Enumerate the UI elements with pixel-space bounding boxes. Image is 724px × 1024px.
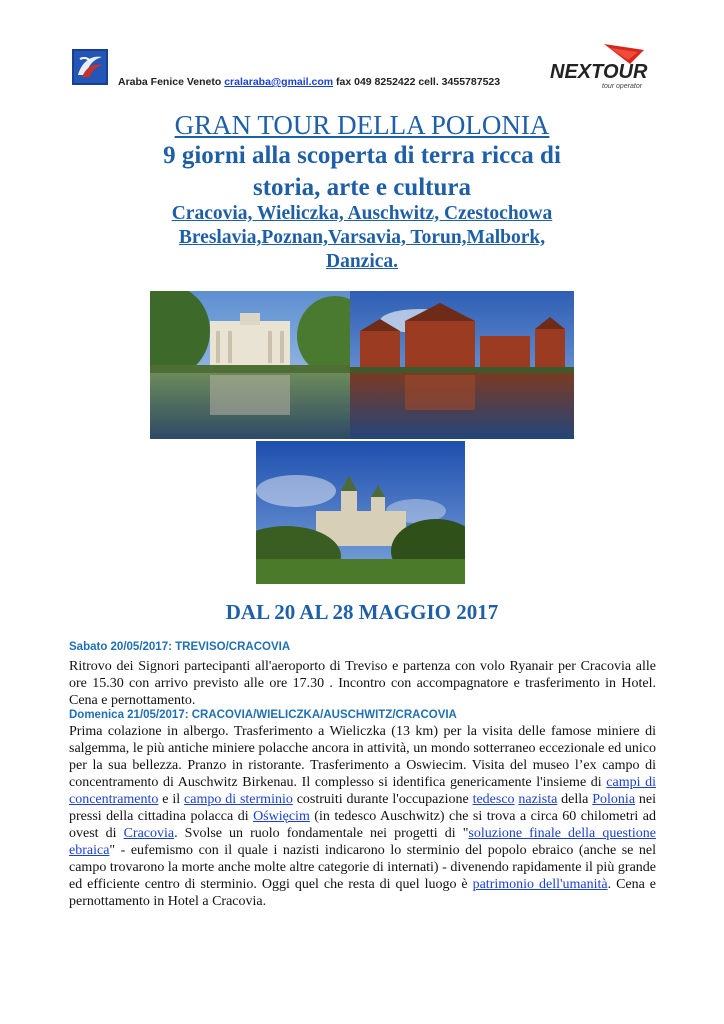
day-2-text-part: . Cena e pernottamento in Hotel a Cracovia. xyxy=(69,877,657,909)
tour-dates: DAL 20 AL 28 MAGGIO 2017 xyxy=(225,600,499,624)
day-1-description: Ritrovo dei Signori partecipanti all'aeroporto di Treviso e partenza con volo Ryanair per Cracovia alle ore 15.30 con arrivo previsto alle ore 17.30 . Incontro con accompagnatore e trasferimento in Hotel. Cena e pernottamento. xyxy=(69,659,656,708)
day-2-heading: Domenica 21/05/2017: CRACOVIA/WIELICZKA/AUSCHWITZ/CRACOVIA xyxy=(69,709,457,721)
link-polonia[interactable]: Polonia xyxy=(592,792,636,807)
wawel-castle-photo xyxy=(256,441,465,584)
day-2-text-part: . Svolse un ruolo fondamentale nei progetti di " xyxy=(174,826,469,841)
link-campo-di-sterminio[interactable]: campo di sterminio xyxy=(184,792,293,807)
day-2-text-part: costruiti durante l'occupazione xyxy=(292,792,473,807)
day-2-text-part: della xyxy=(557,792,593,807)
araba-fenice-logo xyxy=(72,49,108,85)
places-line-2: Breslavia,Poznan,Varsavia, Torun,Malbork, xyxy=(178,227,546,248)
malbork-castle-photo xyxy=(350,291,574,439)
subtitle-line-2: storia, arte e cultura xyxy=(253,174,471,201)
link-cracovia[interactable]: Cracovia xyxy=(123,826,175,841)
day-1-heading: Sabato 20/05/2017: TREVISO/CRACOVIA xyxy=(69,641,291,653)
palace-on-water-photo xyxy=(150,291,350,439)
link-oswiecim[interactable]: Oświęcim xyxy=(253,809,310,824)
org-name: Araba Fenice Veneto xyxy=(118,76,222,88)
link-nazista[interactable]: nazista xyxy=(518,792,558,807)
day-2-text-part: e il xyxy=(158,792,185,807)
day-2-text-part: (in tedesco Auschwitz) che si trova a circa 60 chilometri ad ovest di xyxy=(69,809,656,841)
link-patrimonio-umanita[interactable]: patrimonio dell'umanità xyxy=(472,877,608,892)
subtitle-line-1: 9 giorni alla scoperta di terra ricca di xyxy=(163,142,561,169)
header-contact-line xyxy=(118,76,500,88)
nextour-logo-subtext: tour operator xyxy=(602,83,643,90)
contact-numbers: fax 049 8252422 cell. 3455787523 xyxy=(336,76,501,88)
nextour-logo xyxy=(546,42,652,92)
places-line-3: Danzica. xyxy=(325,251,399,272)
places-line-1: Cracovia, Wieliczka, Auschwitz, Czestochowa xyxy=(171,203,553,224)
day-2-description xyxy=(69,723,656,910)
page-title: GRAN TOUR DELLA POLONIA xyxy=(174,110,550,140)
nextour-logo-text: NEXTOUR xyxy=(550,61,648,83)
link-tedesco[interactable]: tedesco xyxy=(472,792,515,807)
day-2-text-part: nei pressi della cittadina polacca di xyxy=(69,792,657,824)
day-2-text-part: " - eufemismo con il quale i nazisti indicarono lo sterminio del popolo ebraico (anche se nel campo trovarono la morte anche molte altre categorie di internati) - divenendo rapidamente il più grande ed efficiente centro di sterminio. Oggi quel che resta di quel luogo è xyxy=(69,843,656,892)
link-soluzione-finale[interactable]: soluzione finale della questione ebraica xyxy=(69,826,656,858)
email-link[interactable]: cralaraba@gmail.com xyxy=(224,76,334,88)
link-campi-di-concentramento[interactable]: campi di concentramento xyxy=(69,775,656,807)
day-2-text-part: Prima colazione in albergo. Trasferimento a Wieliczka (13 km) per la visita delle famose miniere di salgemma, le più antiche miniere polacche ancora in attività, un mondo sotterraneo eccezionale ed unico per la sua bellezza. Pranzo in ristorante. Trasferimento a Oswiecim. Visita del museo l’ex campo di concentramento di Auschwitz Birkenau. Il complesso si identifica genericamente l'insieme di xyxy=(69,724,656,790)
